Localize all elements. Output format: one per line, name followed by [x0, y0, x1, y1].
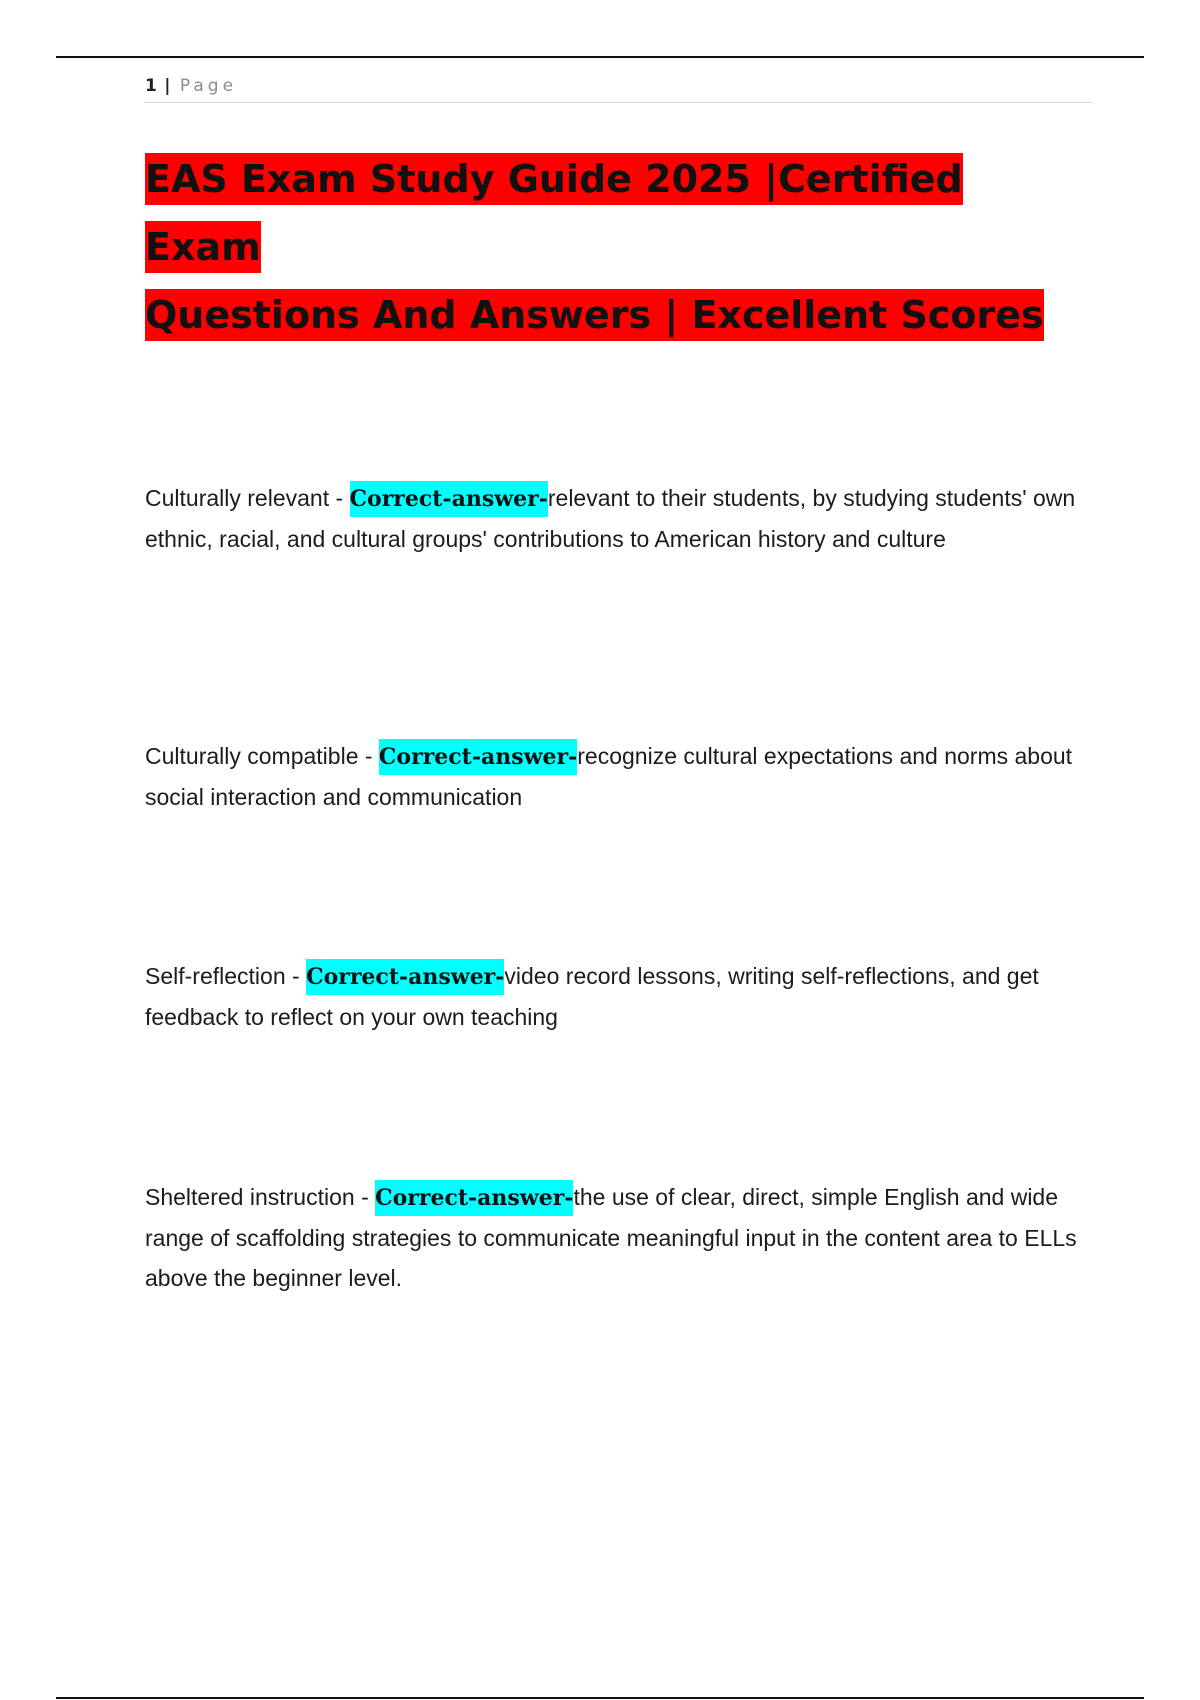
title-line-1: EAS Exam Study Guide 2025 |Certified Exam — [145, 153, 963, 273]
entry-definition: the use of clear, direct, simple English and wide range of scaffolding strategies to communicate meaningful input in the content area to ELLs above the beginner level. — [145, 1184, 1077, 1291]
document-title — [145, 145, 1045, 349]
correct-answer-label: Correct-answer- — [375, 1180, 573, 1216]
qa-entry-culturally-relevant — [145, 478, 1095, 559]
page-number: 1 — [145, 76, 157, 96]
qa-entry-self-reflection — [145, 956, 1095, 1037]
entry-term: Culturally compatible - — [145, 743, 379, 769]
entry-definition: recognize cultural expectations and norms about social interaction and communication — [145, 743, 1073, 810]
correct-answer-label: Correct-answer- — [306, 959, 504, 995]
qa-entry-culturally-compatible — [145, 736, 1095, 817]
correct-answer-label: Correct-answer- — [350, 481, 548, 517]
entry-term: Self-reflection - — [145, 963, 307, 989]
page-label: Page — [179, 76, 238, 96]
entry-term: Culturally relevant - — [145, 485, 350, 511]
title-line-2: Questions And Answers | Excellent Scores — [145, 289, 1044, 341]
bottom-page-rule — [56, 1697, 1144, 1699]
entry-definition: video record lessons, writing self-reflections, and get feedback to reflect on your own teaching — [145, 963, 1039, 1030]
entry-term: Sheltered instruction - — [145, 1184, 376, 1210]
page-separator: | — [164, 76, 171, 96]
top-page-rule — [56, 56, 1144, 58]
entry-definition: relevant to their students, by studying students' own ethnic, racial, and cultural groups' contributions to American history and culture — [145, 485, 1076, 552]
qa-entry-sheltered-instruction — [145, 1177, 1095, 1298]
page-header — [145, 74, 1093, 103]
correct-answer-label: Correct-answer- — [379, 739, 577, 775]
